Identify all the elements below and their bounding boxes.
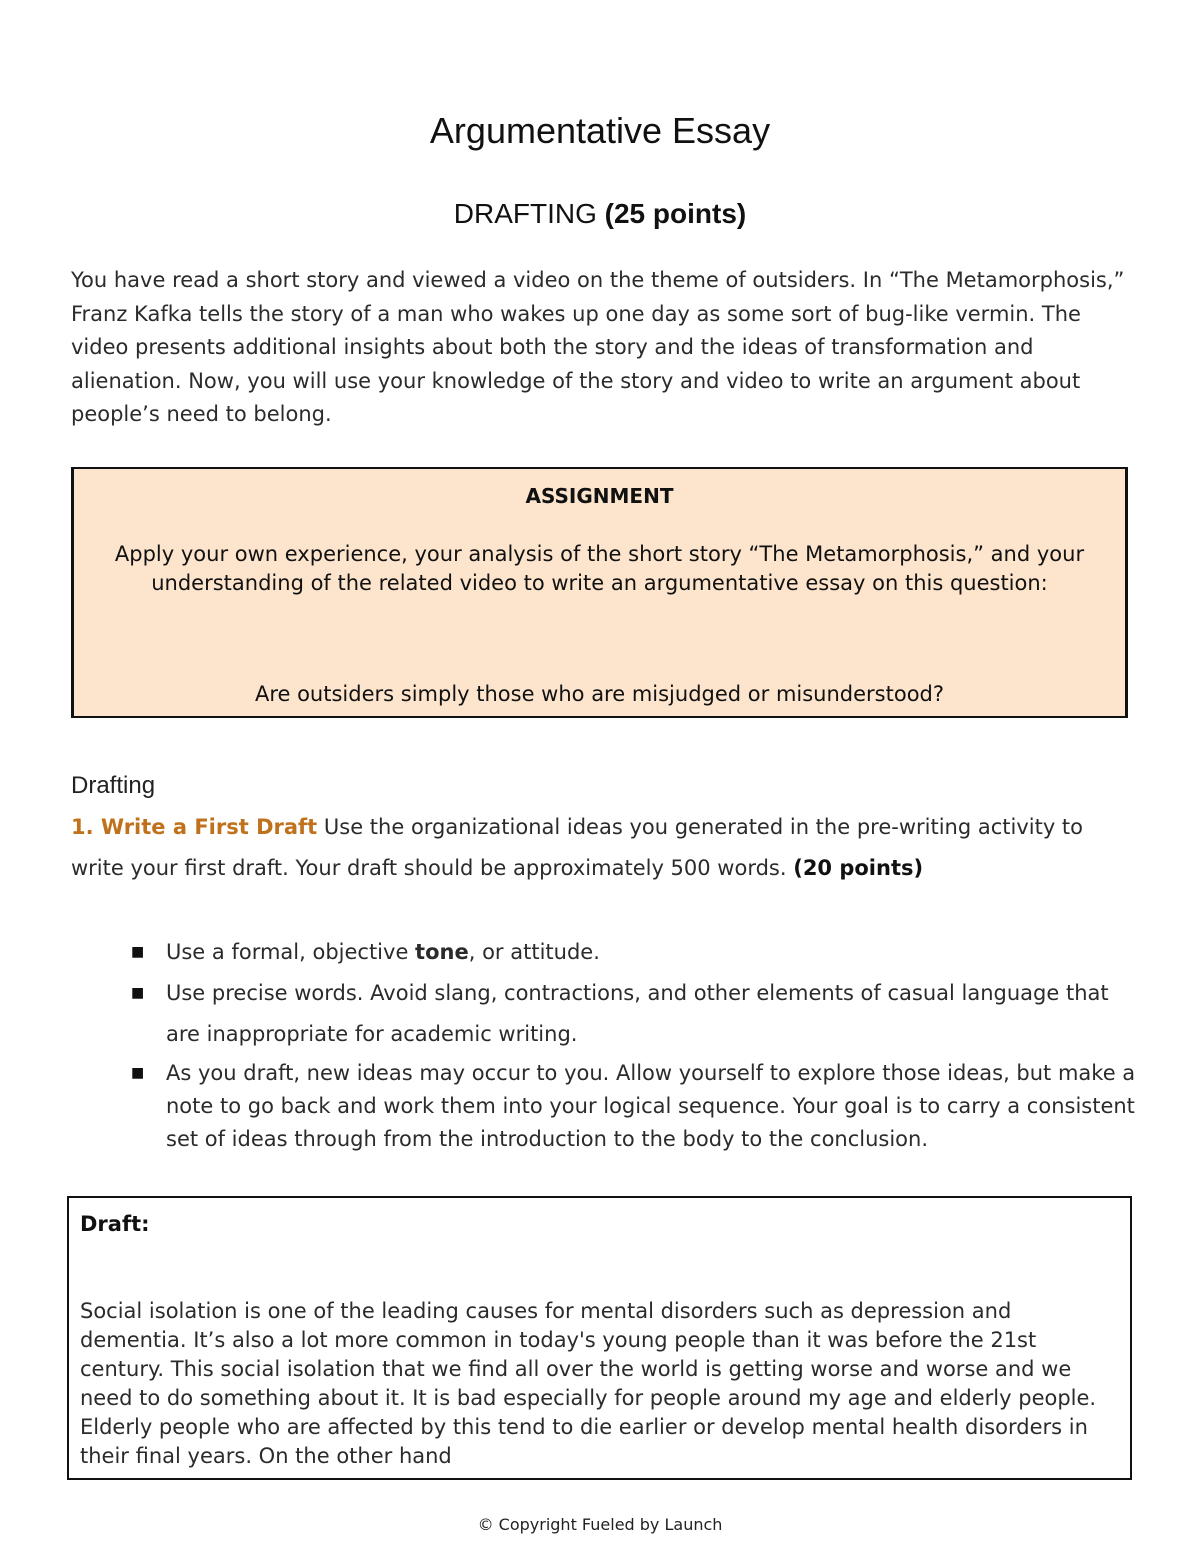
list-item	[71, 1057, 1141, 1156]
bullet-text: Use a formal, objective	[166, 940, 416, 964]
page-title: Argumentative Essay	[429, 110, 771, 151]
square-bullet-icon: ■	[131, 1065, 145, 1081]
guidelines-list	[71, 932, 1141, 1156]
draft-text[interactable]: Social isolation is one of the leading causes for mental disorders such as depression and dementia. It’s also a lot more common in today's young people than it was before the 21st century. This social isolation that we find all over the world is getting worse and worse and we need to do something about it. It is bad especially for people around my age and elderly people. Elderly people who are affected by this tend to die earlier or develop mental health disorders in their final years. On the other hand	[80, 1299, 1097, 1468]
drafting-heading: Drafting	[71, 772, 156, 799]
assignment-box	[71, 467, 1128, 718]
step-instructions	[71, 807, 1141, 889]
draft-label: Draft:	[80, 1212, 150, 1236]
assignment-heading: ASSIGNMENT	[525, 484, 674, 508]
assignment-text: Apply your own experience, your analysis of the short story “The Metamorphosis,” and your understanding of the related video to write an argumentative essay on this question:	[114, 542, 1085, 595]
bullet-text: , or attitude.	[468, 940, 600, 964]
square-bullet-icon: ■	[131, 944, 145, 960]
assignment-question: Are outsiders simply those who are misjudged or misunderstood?	[254, 682, 945, 706]
list-item	[71, 973, 1141, 1055]
copyright-footer: © Copyright Fueled by Launch	[477, 1515, 723, 1534]
section-title	[0, 198, 1200, 230]
section-points: (25 points)	[604, 198, 747, 229]
bullet-text: Use precise words. Avoid slang, contractions, and other elements of casual language that are inappropriate for academic writing.	[166, 981, 1109, 1046]
step-label: 1. Write a First Draft	[71, 815, 318, 839]
bullet-text: As you draft, new ideas may occur to you. Allow yourself to explore those ideas, but make a note to go back and work them into your logical sequence. Your goal is to carry a consistent set of ideas through from the introduction to the body to the conclusion.	[166, 1061, 1136, 1151]
bullet-bold-text: tone	[415, 940, 469, 964]
draft-box[interactable]	[67, 1196, 1132, 1480]
list-item	[71, 932, 1141, 973]
intro-paragraph: You have read a short story and viewed a video on the theme of outsiders. In “The Metamorphosis,” Franz Kafka tells the story of a man who wakes up one day as some sort of bug-like vermin. The video presents additional insights about both the story and the ideas of transformation and alienation. Now, you will use your knowledge of the story and video to write an argument about people’s need to belong.	[71, 268, 1125, 426]
step-text: Use the organizational ideas you generated in the pre-writing activity to write your first draft. Your draft should be approximately 500 words.	[71, 815, 1084, 880]
square-bullet-icon: ■	[131, 985, 145, 1001]
section-title-text: DRAFTING	[453, 198, 605, 229]
step-points: (20 points)	[793, 856, 924, 880]
